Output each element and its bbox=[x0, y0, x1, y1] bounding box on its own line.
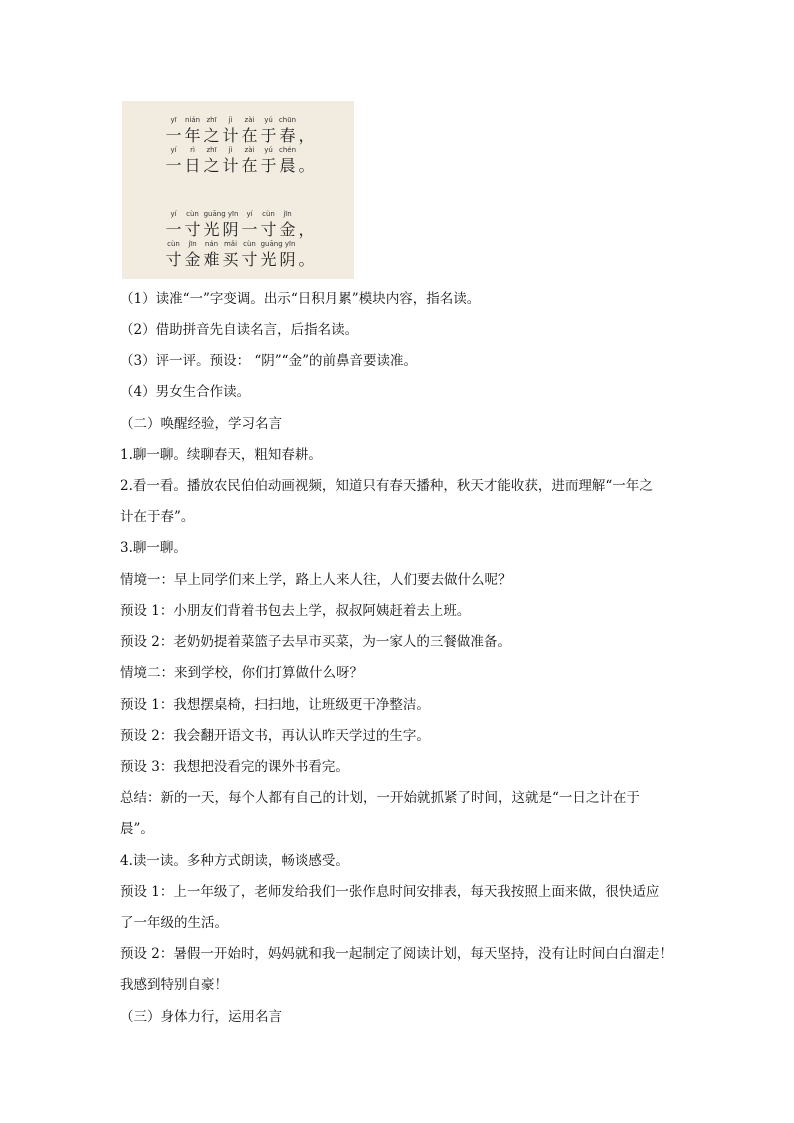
pinyin: mǎi bbox=[223, 240, 238, 248]
preset-text: 预设 2：老奶奶提着菜篮子去早市买菜，为一家人的三餐做准备。 bbox=[120, 634, 511, 650]
preset-text: 我感到特别自豪！ bbox=[120, 977, 228, 993]
summary-line-1: 总结：新的一天，每个人都有自己的计划，一开始就抓紧了时间，这就是“一日之计在于 bbox=[120, 790, 640, 806]
hanzi: 在 bbox=[241, 156, 258, 175]
hanzi: 一 bbox=[241, 220, 258, 239]
pinyin: nián bbox=[184, 116, 201, 124]
pinyin: yí bbox=[170, 146, 177, 154]
hanzi: 一 bbox=[165, 156, 182, 175]
activity-2-line-1: 2.看一看。播放农民伯伯动画视频，知道只有春天播种，秋天才能收获，进而理解“一年之 bbox=[120, 478, 653, 494]
scenario-1: 情境一：早上同学们来上学，路上人来人往，人们要去做什么呢？ bbox=[120, 572, 512, 588]
preset-text: 预设 1：我想摆桌椅，扫扫地，让班级更干净整洁。 bbox=[120, 697, 430, 713]
step-2: （2）借助拼音先自读名言，后指名读。 bbox=[120, 322, 359, 338]
pinyin: cùn bbox=[186, 210, 199, 218]
verse-line bbox=[164, 209, 316, 240]
pinyin: zhī bbox=[206, 116, 217, 124]
pinyin: guāng yīn bbox=[203, 210, 239, 218]
hanzi: 寸 bbox=[241, 250, 258, 269]
hanzi: 春 bbox=[279, 126, 296, 145]
pinyin: jīn bbox=[283, 210, 292, 218]
hanzi: 光 bbox=[203, 220, 220, 239]
hanzi: 。 bbox=[298, 156, 315, 175]
hanzi: 寸 bbox=[165, 250, 182, 269]
verse-image-card bbox=[122, 101, 354, 279]
section-heading-3: （三）身体力行，运用名言 bbox=[120, 1009, 282, 1025]
hanzi: 寸 bbox=[184, 220, 201, 239]
hanzi: ， bbox=[298, 220, 315, 239]
preset-text: 预设 1：小朋友们背着书包去上学，叔叔阿姨赶着去上班。 bbox=[120, 603, 471, 619]
hanzi: 晨 bbox=[279, 156, 296, 175]
activity-2-line-2: 计在于春”。 bbox=[120, 509, 195, 525]
hanzi: 计 bbox=[222, 126, 239, 145]
pinyin: zhī bbox=[206, 146, 217, 154]
hanzi: 难 bbox=[203, 250, 220, 269]
hanzi: 之 bbox=[203, 156, 220, 175]
pinyin: chén bbox=[278, 146, 297, 154]
hanzi: 之 bbox=[203, 126, 220, 145]
hanzi: 寸 bbox=[260, 220, 277, 239]
hanzi: 在 bbox=[241, 126, 258, 145]
pinyin: jì bbox=[228, 116, 233, 124]
pinyin: cùn bbox=[243, 240, 256, 248]
hanzi: 一 bbox=[165, 126, 182, 145]
hanzi: ， bbox=[298, 126, 315, 145]
hanzi: 光 bbox=[260, 250, 277, 269]
verse-line bbox=[164, 239, 316, 270]
hanzi: 一 bbox=[165, 220, 182, 239]
pinyin: nán bbox=[204, 240, 219, 248]
pinyin: cùn bbox=[167, 240, 180, 248]
summary-line-2: 晨”。 bbox=[120, 821, 154, 837]
preset-text: 预设 3：我想把没看完的课外书看完。 bbox=[120, 759, 349, 775]
hanzi: 买 bbox=[222, 250, 239, 269]
activity-3: 3.聊一聊。 bbox=[120, 540, 187, 556]
hanzi: 计 bbox=[222, 156, 239, 175]
pinyin: jīn bbox=[188, 240, 197, 248]
step-3: （3）评一评。预设： “阴”“金”的前鼻音要读准。 bbox=[120, 353, 417, 369]
activity-1: 1.聊一聊。续聊春天，粗知春耕。 bbox=[120, 447, 322, 463]
preset-text: 预设 1：上一年级了，老师发给我们一张作息时间安排表，每天我按照上面来做，很快适应 bbox=[120, 884, 660, 900]
pinyin: chūn bbox=[278, 116, 297, 124]
preset-text: 预设 2：暑假一开始时，妈妈就和我一起制定了阅读计划，每天坚持，没有让时间白白溜走！ bbox=[120, 946, 673, 962]
pinyin: rì bbox=[190, 146, 195, 154]
pinyin: yú bbox=[264, 116, 273, 124]
preset-text: 预设 2：我会翻开语文书，再认认昨天学过的生字。 bbox=[120, 728, 430, 744]
preset-text: 了一年级的生活。 bbox=[120, 915, 228, 931]
hanzi: 年 bbox=[184, 126, 201, 145]
pinyin: yú bbox=[264, 146, 273, 154]
hanzi: 日 bbox=[184, 156, 201, 175]
step-4: （4）男女生合作读。 bbox=[120, 384, 251, 400]
section-heading-2: （二）唤醒经验，学习名言 bbox=[120, 416, 282, 432]
verse-line bbox=[164, 145, 316, 176]
activity-4: 4.读一读。多种方式朗读，畅谈感受。 bbox=[120, 853, 349, 869]
hanzi: 于 bbox=[260, 126, 277, 145]
pinyin: yí bbox=[170, 210, 177, 218]
scenario-2: 情境二：来到学校，你们打算做什么呀？ bbox=[120, 665, 363, 681]
hanzi: 。 bbox=[298, 250, 315, 269]
hanzi: 金 bbox=[184, 250, 201, 269]
hanzi: 阴 bbox=[222, 220, 239, 239]
verse-line bbox=[164, 115, 316, 146]
hanzi: 金 bbox=[279, 220, 296, 239]
pinyin: jì bbox=[228, 146, 233, 154]
pinyin: guāng yīn bbox=[260, 240, 296, 248]
step-1: （1）读准“一”字变调。出示“日积月累”模块内容，指名读。 bbox=[120, 291, 481, 307]
pinyin: cùn bbox=[262, 210, 275, 218]
pinyin: yī bbox=[170, 116, 177, 124]
pinyin: zài bbox=[244, 116, 255, 124]
pinyin: yí bbox=[246, 210, 253, 218]
pinyin: zài bbox=[244, 146, 255, 154]
hanzi: 阴 bbox=[279, 250, 296, 269]
hanzi: 于 bbox=[260, 156, 277, 175]
